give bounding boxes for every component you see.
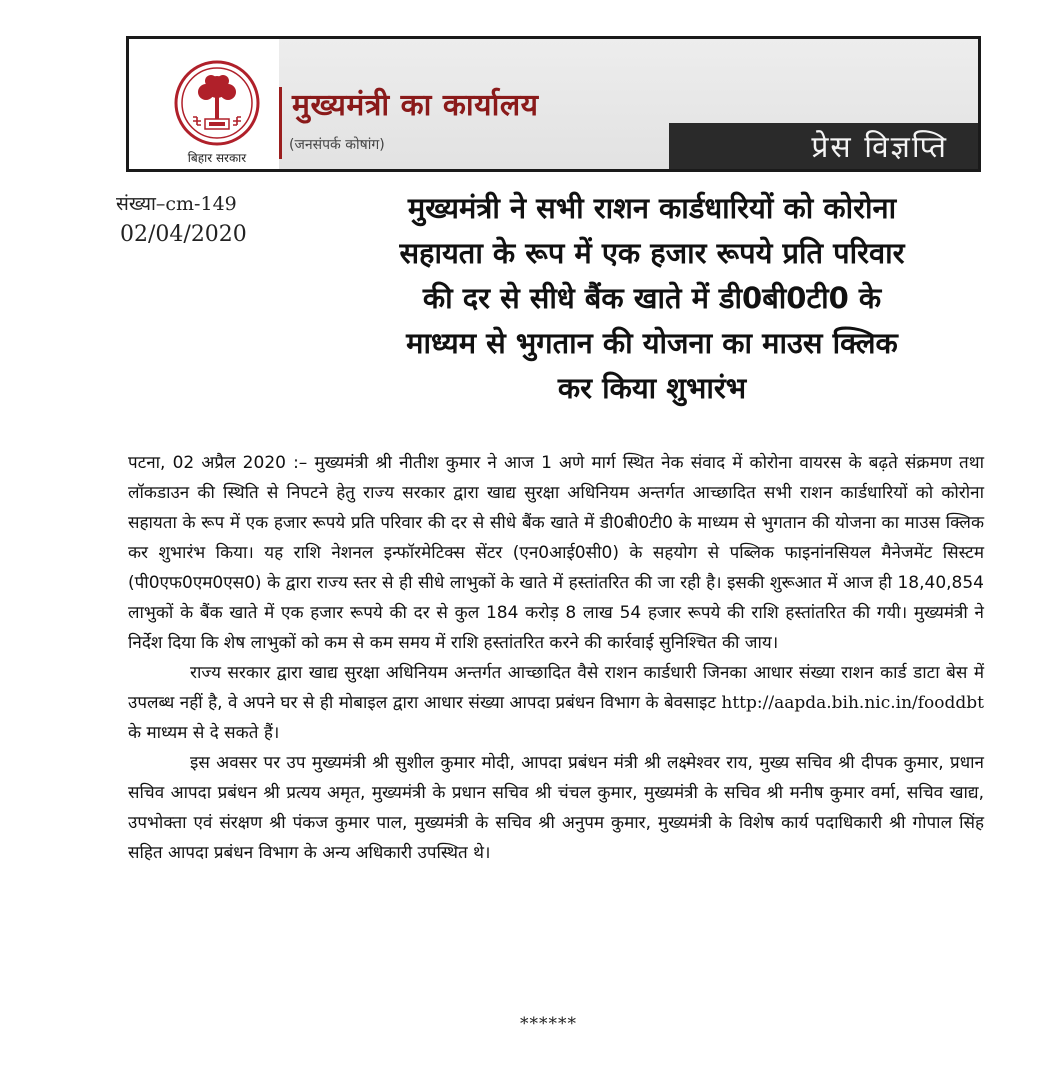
fooddbt-website-link[interactable]: http://aapda.bih.nic.in/fooddbt xyxy=(721,693,984,713)
letterhead xyxy=(126,36,981,172)
headline xyxy=(318,186,986,411)
body-paragraph-1: पटना, 02 अप्रैल 2020 :– मुख्यमंत्री श्री नीतीश कुमार ने आज 1 अणे मार्ग स्थित नेक संवाद में कोरोना वायरस के बढ़ते संक्रमण तथा लॉकडाउन की स्थिति से निपटने हेतु राज्य सरकार द्वारा खाद्य सुरक्षा अधिनियम अन्तर्गत आच्छादित सभी राशन कार्डधारियों को कोरोना सहायता के रूप में एक हजार रूपये प्रति परिवार की दर से सीधे बैंक खाते में डी0बी0टी0 के माध्यम से भुगतान की योजना का माउस क्लिक कर शुभारंभ किया। यह राशि नेशनल इन्फॉरमेटिक्स सेंटर (एन0आई0सी0) के सहयोग से पब्लिक फाइनांनसियल मैनेजमेंट सिस्टम (पी0एफ0एम0एस0) के द्वारा राज्य स्तर से ही सीधे लाभुकों के खाते में हस्तांतरित की जा रही है। इसकी शुरूआत में आज ही 18,40,854 लाभुकों के बैंक खाते में एक हजार रूपये की दर से कुल 184 करोड़ 8 लाख 54 हजार रूपये की राशि हस्तांतरित की गयी। मुख्यमंत्री ने निर्देश दिया कि शेष लाभुकों को कम से कम समय में राशि हस्तांतरित करने की कार्रवाई सुनिश्चित की जाय। xyxy=(128,453,984,653)
paragraph-2-text-end: के माध्यम से दे सकते हैं। xyxy=(128,723,280,743)
seal-caption: बिहार सरकार xyxy=(187,151,247,165)
headline-line: सहायता के रूप में एक हजार रूपये प्रति परिवार xyxy=(399,236,905,270)
body-paragraph-3: इस अवसर पर उप मुख्यमंत्री श्री सुशील कुमार मोदी, आपदा प्रबंधन मंत्री श्री लक्ष्मेश्वर राय, मुख्य सचिव श्री दीपक कुमार, प्रधान सचिव आपदा प्रबंधन श्री प्रत्यय अमृत, मुख्यमंत्री के प्रधान सचिव श्री चंचल कुमार, मुख्यमंत्री के सचिव श्री मनीष कुमार वर्मा, सचिव खाद्य, उपभोक्ता एवं संरक्षण श्री पंकज कुमार पाल, मुख्यमंत्री के सचिव श्री अनुपम कुमार, मुख्यमंत्री के विशेष कार्य पदाधिकारी श्री गोपाल सिंह सहित आपदा प्रबंधन विभाग के अन्य अधिकारी उपस्थित थे। xyxy=(128,753,984,863)
title-divider xyxy=(279,87,282,159)
emblem-panel xyxy=(129,39,279,169)
press-release-label: प्रेस विज्ञप्ति xyxy=(811,130,948,165)
headline-line: कर किया शुभारंभ xyxy=(557,371,747,405)
end-mark: ****** xyxy=(520,1014,577,1034)
reference-date: 02/04/2020 xyxy=(120,222,247,247)
headline-line: माध्यम से भुगतान की योजना का माउस क्लिक xyxy=(406,326,898,360)
headline-line: मुख्यमंत्री ने सभी राशन कार्डधारियों को कोरोना xyxy=(407,191,897,225)
paragraph-2-text-start: राज्य सरकार द्वारा खाद्य सुरक्षा अधिनियम अन्तर्गत आच्छादित वैसे राशन कार्डधारी जिनका आधार संख्या राशन कार्ड डाटा बेस में उपलब्ध नहीं है, वे अपने घर से ही मोबाइल द्वारा आधार संख्या आपदा प्रबंधन विभाग के बेवसाइट xyxy=(128,663,984,713)
office-title: मुख्यमंत्री का कार्यालय xyxy=(292,88,539,123)
bihar-government-seal-icon xyxy=(173,59,261,147)
reference-number: संख्या–cm-149 xyxy=(116,193,237,215)
press-release-body xyxy=(128,448,984,868)
office-wing: (जनसंपर्क कोषांग) xyxy=(289,137,385,153)
headline-line: की दर से सीधे बैंक खाते में डी0बी0टी0 के xyxy=(422,281,882,315)
body-paragraph-2 xyxy=(128,658,984,748)
